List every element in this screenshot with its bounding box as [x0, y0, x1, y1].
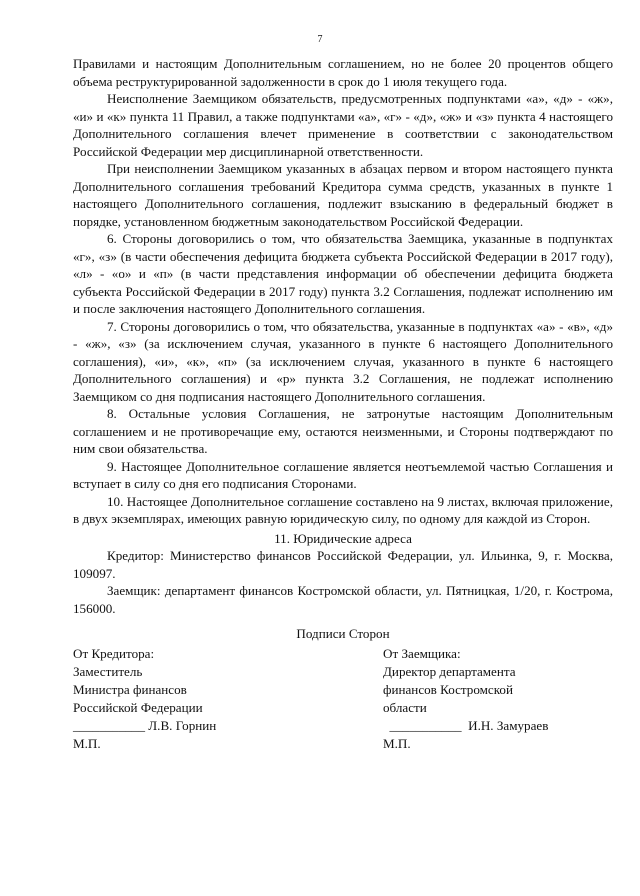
borrower-signer: ___________ И.Н. Замураев — [383, 717, 549, 733]
paragraph-item-6: 6. Стороны договорились о том, что обязательства Заемщика, указанные в подпунктах «г», «з» (в части обеспечения дефицита бюджета субъекта Российской Федерации в 2017 году), «л» - «о» и «п» (в части представления информации об обеспечении дефицита бюджета субъекта Российской Федерации в 2017 году) пункта 3.2 Соглашения, подлежат исполнению им и после заключения настоящего Дополнительного соглашения. — [73, 231, 613, 316]
borrower-stamp-label: М.П. — [383, 735, 411, 751]
paragraph-item-9: 9. Настоящее Дополнительное соглашение является неотъемлемой частью Соглашения и вступает в силу со дня его подписания Сторонами. — [73, 458, 613, 491]
document-body — [73, 55, 613, 753]
borrower-address: Заемщик: департамент финансов Костромской области, ул. Пятницкая, 1/20, г. Кострома, 156000. — [73, 583, 613, 616]
paragraph-item-10: 10. Настоящее Дополнительное соглашение составлено на 9 листах, включая приложение, в двух экземплярах, имеющих равную юридическую силу, по одному для каждой из Сторон. — [73, 493, 613, 526]
paragraph-item-7: 7. Стороны договорились о том, что обязательства, указанные в подпунктах «а» - «в», «д» - «ж», «з» (за исключением случая, указанного в пункте 6 настоящего Дополнительного соглашения), «и», «к», «п» (за исключением случая, указанного в пункте 6 настоящего Дополнительного соглашения) и «р» пункта 3.2 Соглашения, не подлежат исполнению Заемщиком со дня подписания настоящего Дополнительного соглашения. — [73, 318, 613, 404]
creditor-heading: От Кредитора: — [73, 645, 155, 661]
signatures-title: Подписи Сторон — [296, 626, 390, 641]
paragraph: Правилами и настоящим Дополнительным соглашением, но не более 20 процентов общего объема реструктурированной задолженности в срок до 1 июля текущего года. — [73, 56, 613, 89]
page-number: 7 — [317, 34, 323, 45]
creditor-stamp-label: М.П. — [73, 735, 101, 751]
paragraph: Неисполнение Заемщиком обязательств, предусмотренных подпунктами «а», «д» - «ж», «и» и «к» пункта 11 Правил, а также подпунктами «а», «г» - «д», «ж» и «з» пункта 4 настоящего Дополнительного соглашения влечет применение в соответствии с законодательством Российской Федерации мер дисциплинарной ответственности. — [73, 91, 613, 159]
borrower-position-line: Директор департамента — [383, 663, 516, 679]
creditor-position-line: Российской Федерации — [73, 699, 203, 715]
borrower-position-line: финансов Костромской — [383, 681, 513, 697]
signatures-block — [73, 645, 613, 753]
borrower-signature — [383, 645, 613, 753]
legal-addresses-title: 11. Юридические адреса — [274, 530, 412, 546]
creditor-address: Кредитор: Министерство финансов Российской Федерации, ул. Ильинка, 9, г. Москва, 109097. — [73, 548, 613, 581]
creditor-signature — [73, 645, 333, 753]
paragraph-item-8: 8. Остальные условия Соглашения, не затронутые настоящим Дополнительным соглашением и не противоречащие ему, остаются неизменными, и Стороны подтверждают по ним свои обязательства. — [73, 406, 613, 456]
borrower-heading: От Заемщика: — [383, 645, 461, 661]
creditor-signer: ___________ Л.В. Горнин — [73, 717, 217, 733]
borrower-position-line: области — [383, 699, 427, 715]
paragraph: При неисполнении Заемщиком указанных в абзацах первом и втором настоящего пункта Дополнительного соглашения требований Кредитора сумма средств, указанных в пункте 1 настоящего Дополнительного соглашения, подлежит взысканию в федеральный бюджет в порядке, установленном бюджетным законодательством Российской Федерации. — [73, 161, 613, 229]
creditor-position-line: Министра финансов — [73, 681, 187, 697]
creditor-position-line: Заместитель — [73, 663, 143, 679]
